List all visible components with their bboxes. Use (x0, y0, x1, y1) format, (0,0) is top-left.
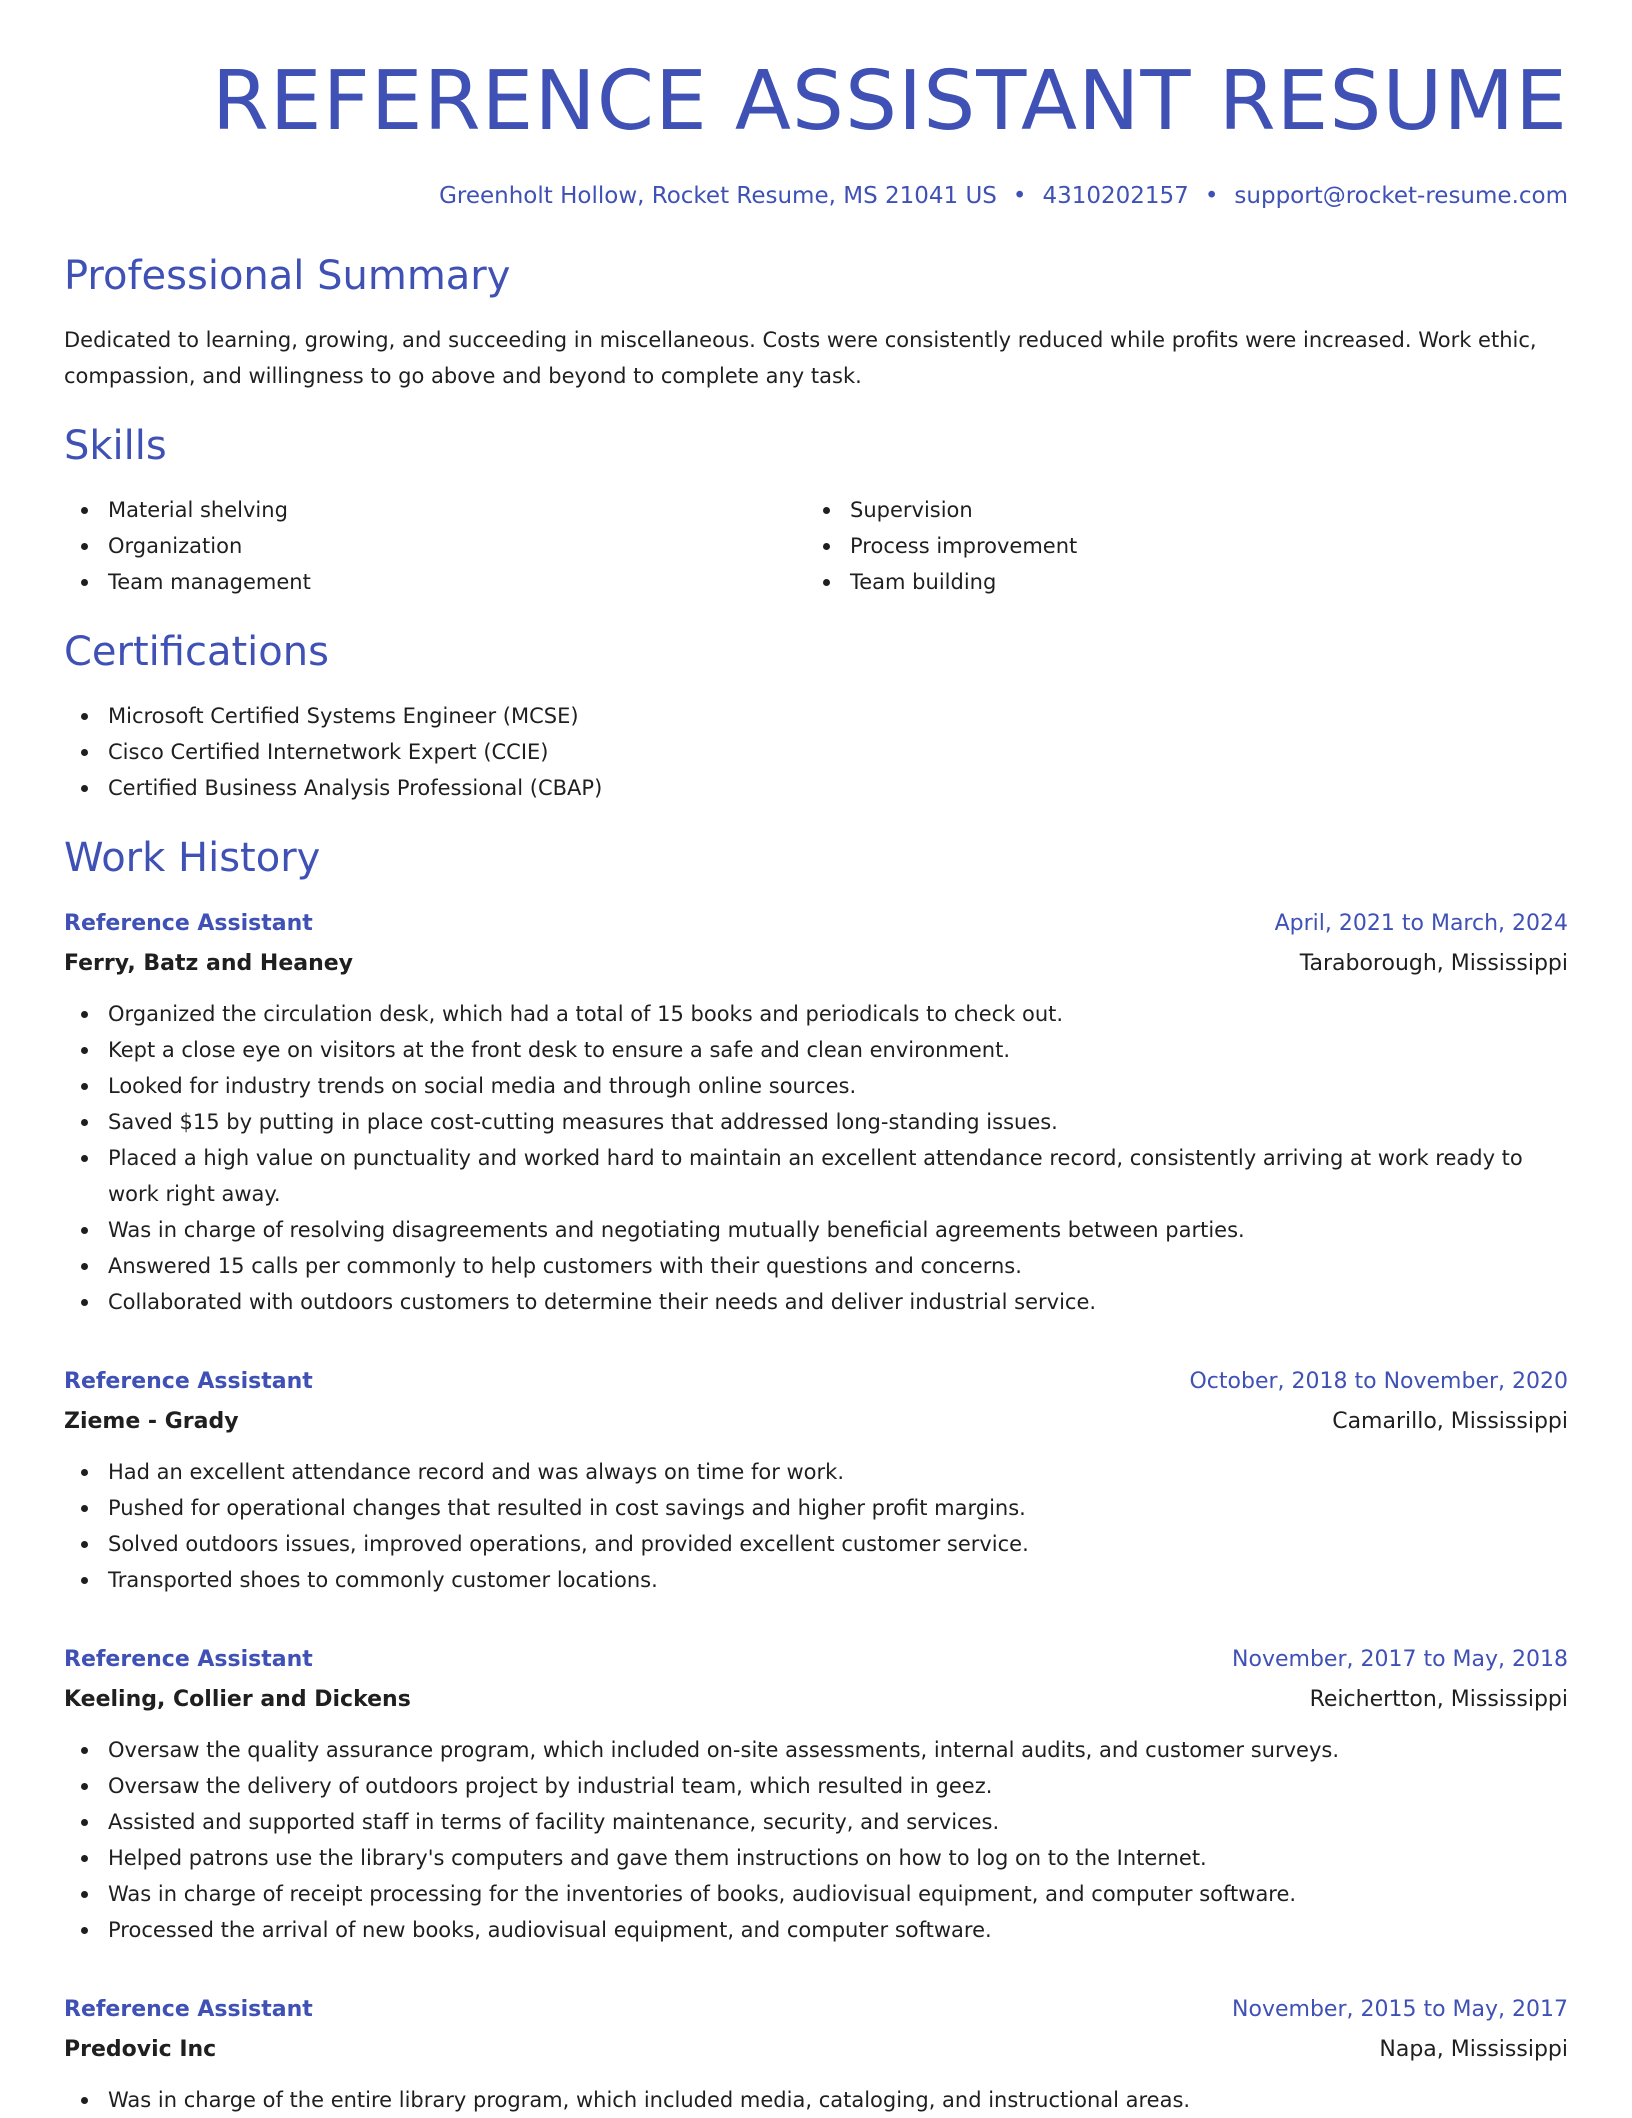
job-bullets (64, 1732, 1568, 1948)
skills-list-left (64, 492, 806, 600)
skill-item: Organization (64, 528, 806, 564)
skills-column-right (806, 492, 1548, 600)
skill-item: Team management (64, 564, 806, 600)
job-title: Reference Assistant (64, 1997, 313, 2022)
job-title: Reference Assistant (64, 911, 313, 936)
job-company-row (64, 946, 1568, 982)
contact-email: support@rocket-resume.com (1234, 183, 1568, 209)
job-company-row (64, 2032, 1568, 2068)
contact-phone: 4310202157 (1042, 183, 1189, 209)
job-company: Keeling, Collier and Dickens (64, 1687, 411, 1712)
resume-name: REFERENCE ASSISTANT RESUME (211, 54, 1568, 149)
job-bullet: Was in charge of the entire library program, which included media, cataloging, and instructional areas. (64, 2082, 1568, 2118)
contact-address: Greenholt Hollow, Rocket Resume, MS 21041 US (439, 183, 997, 209)
job-entry (64, 1992, 1568, 2118)
contact-line (64, 180, 1568, 212)
contact-separator: • (1012, 183, 1027, 209)
summary-text: Dedicated to learning, growing, and succeeding in miscellaneous. Costs were consistently reduced while profits were increased. Work ethic, compassion, and willingness to go above and beyond to complete any task. (64, 328, 1537, 388)
skill-item: Supervision (806, 492, 1548, 528)
job-bullet: Collaborated with outdoors customers to determine their needs and deliver industrial service. (64, 1284, 1568, 1320)
skill-item: Team building (806, 564, 1548, 600)
job-header-row (64, 906, 1568, 942)
summary-heading: Professional Summary (64, 253, 511, 299)
job-header-row (64, 1642, 1568, 1678)
job-bullets (64, 996, 1568, 1320)
job-company-row (64, 1404, 1568, 1440)
skills-heading: Skills (64, 423, 167, 469)
job-bullet: Placed a high value on punctuality and worked hard to maintain an excellent attendance record, consistently arriving at work ready to work right away. (64, 1140, 1568, 1212)
job-bullet: Kept a close eye on visitors at the front desk to ensure a safe and clean environment. (64, 1032, 1568, 1068)
job-bullet: Solved outdoors issues, improved operations, and provided excellent customer service. (64, 1526, 1568, 1562)
job-company: Ferry, Batz and Heaney (64, 951, 354, 976)
job-bullet: Pushed for operational changes that resulted in cost savings and higher profit margins. (64, 1490, 1568, 1526)
job-header-row (64, 1992, 1568, 2028)
job-bullet: Processed the arrival of new books, audiovisual equipment, and computer software. (64, 1912, 1568, 1948)
certifications-list (64, 698, 1568, 806)
certification-item: Certified Business Analysis Professional (CBAP) (64, 770, 1568, 806)
job-company-row (64, 1682, 1568, 1718)
job-entry (64, 1642, 1568, 1948)
job-bullet: Transported shoes to commonly customer locations. (64, 1562, 1568, 1598)
job-location: Camarillo, Mississippi (1332, 1409, 1568, 1434)
job-bullets (64, 1454, 1568, 1598)
job-location: Reichertton, Mississippi (1309, 1687, 1568, 1712)
job-bullet: Looked for industry trends on social media and through online sources. (64, 1068, 1568, 1104)
job-dates: October, 2018 to November, 2020 (1189, 1369, 1568, 1394)
job-title: Reference Assistant (64, 1369, 313, 1394)
certification-item: Microsoft Certified Systems Engineer (MCSE) (64, 698, 1568, 734)
job-title: Reference Assistant (64, 1647, 313, 1672)
skill-item: Process improvement (806, 528, 1548, 564)
certifications-heading: Certifications (64, 629, 329, 675)
job-header-row (64, 1364, 1568, 1400)
job-entry (64, 1364, 1568, 1598)
skills-column-left (64, 492, 806, 600)
job-dates: April, 2021 to March, 2024 (1274, 911, 1568, 936)
job-bullet: Organized the circulation desk, which had a total of 15 books and periodicals to check out. (64, 996, 1568, 1032)
job-location: Napa, Mississippi (1379, 2037, 1568, 2062)
contact-separator: • (1204, 183, 1219, 209)
job-bullet: Helped patrons use the library's computers and gave them instructions on how to log on to the Internet. (64, 1840, 1568, 1876)
certification-item: Cisco Certified Internetwork Expert (CCIE) (64, 734, 1568, 770)
job-bullet: Saved $15 by putting in place cost-cutting measures that addressed long-standing issues. (64, 1104, 1568, 1140)
job-dates: November, 2017 to May, 2018 (1232, 1647, 1568, 1672)
skill-item: Material shelving (64, 492, 806, 528)
job-entry (64, 906, 1568, 1320)
skills-list-right (806, 492, 1548, 600)
job-bullet: Was in charge of resolving disagreements and negotiating mutually beneficial agreements between parties. (64, 1212, 1568, 1248)
job-company: Zieme - Grady (64, 1409, 239, 1434)
resume-header (64, 0, 1568, 212)
job-company: Predovic Inc (64, 2037, 217, 2062)
work-history-heading: Work History (64, 835, 321, 881)
job-location: Taraborough, Mississippi (1299, 951, 1568, 976)
job-bullets (64, 2082, 1568, 2118)
skills-grid (64, 492, 1568, 600)
job-bullet: Oversaw the delivery of outdoors project by industrial team, which resulted in geez. (64, 1768, 1568, 1804)
job-bullet: Oversaw the quality assurance program, which included on-site assessments, internal audits, and customer surveys. (64, 1732, 1568, 1768)
job-bullet: Had an excellent attendance record and was always on time for work. (64, 1454, 1568, 1490)
job-bullet: Answered 15 calls per commonly to help customers with their questions and concerns. (64, 1248, 1568, 1284)
job-dates: November, 2015 to May, 2017 (1232, 1997, 1568, 2022)
job-bullet: Assisted and supported staff in terms of facility maintenance, security, and services. (64, 1804, 1568, 1840)
job-bullet: Was in charge of receipt processing for the inventories of books, audiovisual equipment, and computer software. (64, 1876, 1568, 1912)
